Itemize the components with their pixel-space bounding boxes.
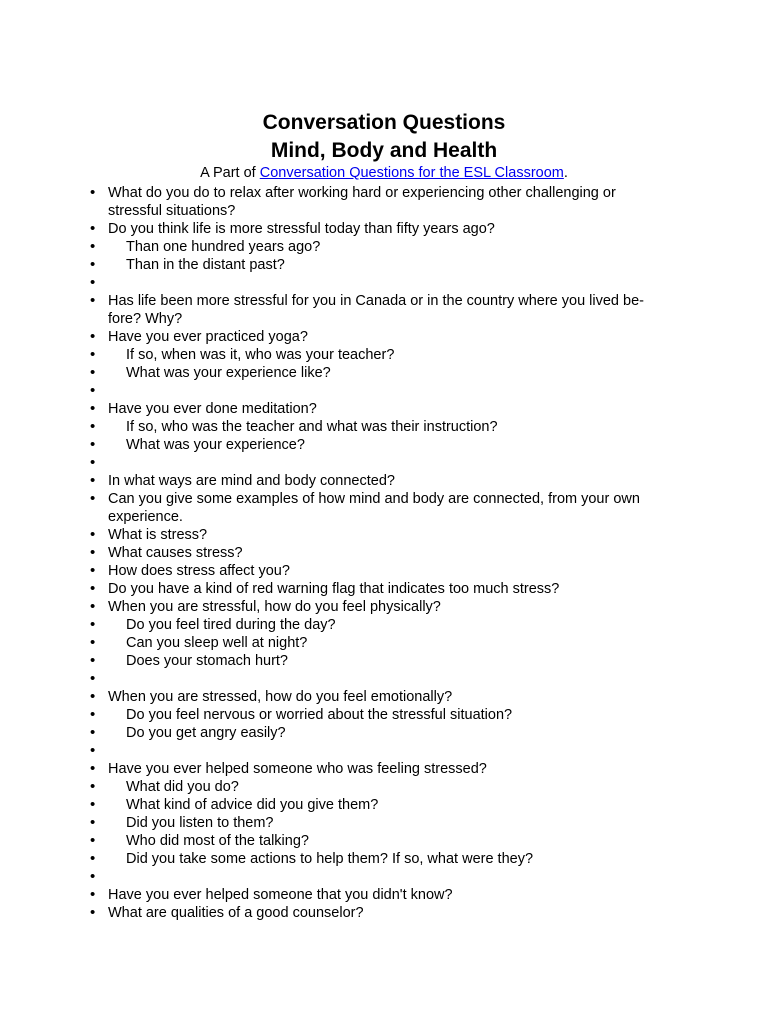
question-text: • What do you do to relax after working hard or experiencing other challenging or stressful situations? — [108, 185, 616, 219]
question-text: • Have you ever helped someone that you didn't know? — [108, 887, 453, 903]
question-text: • Do you think life is more stressful today than fifty years ago? — [108, 221, 495, 237]
list-item — [0, 382, 700, 400]
question-text: • Did you listen to them? — [126, 815, 274, 831]
question-text: • What kind of advice did you give them? — [126, 797, 379, 813]
list-item — [0, 490, 700, 526]
list-item — [0, 184, 700, 220]
list-item — [0, 598, 700, 616]
source-link[interactable]: Conversation Questions for the ESL Classroom — [259, 165, 564, 181]
list-item — [0, 544, 700, 562]
question-text: • Do you have a kind of red warning flag that indicates too much stress? — [108, 581, 560, 597]
list-item — [0, 760, 700, 778]
list-item — [0, 220, 700, 238]
list-item — [0, 292, 700, 328]
question-text: • If so, when was it, who was your teacher? — [126, 347, 395, 363]
page-subtitle-topic: Mind, Body and Health — [270, 139, 498, 162]
list-item — [0, 346, 700, 364]
list-item — [0, 814, 700, 832]
question-text: • Have you ever helped someone who was feeling stressed? — [108, 761, 487, 777]
list-item — [0, 886, 700, 904]
question-text: • Can you give some examples of how mind and body are connected, from your own experience. — [108, 491, 640, 525]
list-item — [0, 688, 700, 706]
list-item — [0, 562, 700, 580]
question-text: • Do you get angry easily? — [126, 725, 286, 741]
list-item — [0, 238, 700, 256]
list-item — [0, 796, 700, 814]
question-text: • Have you ever done meditation? — [108, 401, 317, 417]
question-text: • Does your stomach hurt? — [126, 653, 288, 669]
question-text: • Who did most of the talking? — [126, 833, 309, 849]
question-text: • What are qualities of a good counselor? — [108, 905, 364, 921]
question-text: • How does stress affect you? — [108, 563, 290, 579]
list-item — [0, 868, 700, 886]
list-item — [0, 724, 700, 742]
question-text: • When you are stressful, how do you feel physically? — [108, 599, 441, 615]
question-text: • Have you ever practiced yoga? — [108, 329, 308, 345]
source-prefix: A Part of — [200, 165, 260, 181]
question-list — [0, 184, 700, 922]
list-item — [0, 580, 700, 598]
list-item — [0, 850, 700, 868]
list-item — [0, 778, 700, 796]
list-item — [0, 256, 700, 274]
question-text: • What was your experience like? — [126, 365, 331, 381]
question-text: • What causes stress? — [108, 545, 243, 561]
list-item — [0, 472, 700, 490]
list-item — [0, 652, 700, 670]
question-text: • Do you feel tired during the day? — [126, 617, 336, 633]
question-text: • Than in the distant past? — [126, 257, 285, 273]
question-text: • Do you feel nervous or worried about the stressful situation? — [126, 707, 513, 723]
question-text: • Did you take some actions to help them? If so, what were they? — [126, 851, 534, 867]
list-item — [0, 436, 700, 454]
list-item — [0, 706, 700, 724]
list-item — [0, 670, 700, 688]
list-item — [0, 418, 700, 436]
list-item — [0, 616, 700, 634]
list-item — [0, 904, 700, 922]
list-item — [0, 364, 700, 382]
question-text: • When you are stressed, how do you feel emotionally? — [108, 689, 453, 705]
list-item — [0, 400, 700, 418]
question-text: • If so, who was the teacher and what was their instruction? — [126, 419, 498, 435]
list-item — [0, 454, 700, 472]
question-text: • In what ways are mind and body connected? — [108, 473, 395, 489]
question-text: • Than one hundred years ago? — [126, 239, 321, 255]
question-text: • What was your experience? — [126, 437, 305, 453]
page-title: Conversation Questions — [262, 111, 506, 134]
source-line — [0, 164, 768, 182]
question-text: • Can you sleep well at night? — [126, 635, 308, 651]
list-item — [0, 742, 700, 760]
question-text: • What is stress? — [108, 527, 208, 543]
source-suffix: . — [563, 165, 568, 181]
list-item — [0, 274, 700, 292]
list-item — [0, 526, 700, 544]
question-text: • What did you do? — [126, 779, 239, 795]
list-item — [0, 832, 700, 850]
question-text: • Has life been more stressful for you in Canada or in the country where you lived be-fore? Why? — [108, 293, 644, 327]
list-item — [0, 328, 700, 346]
list-item — [0, 634, 700, 652]
